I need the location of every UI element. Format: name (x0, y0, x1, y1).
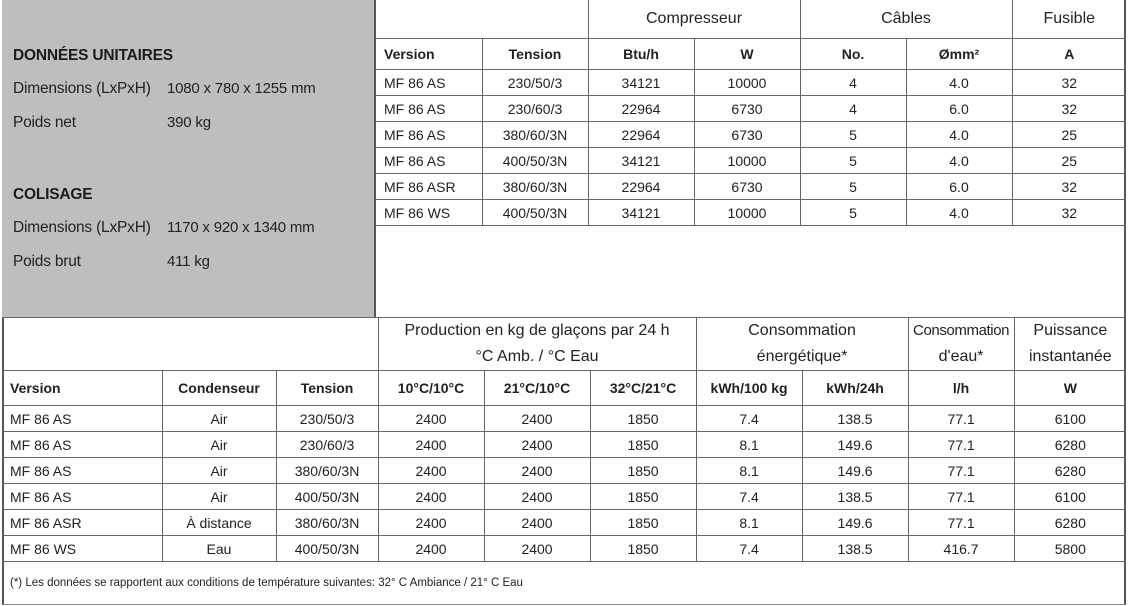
electrical-table (376, 0, 1126, 226)
cell-watts: 10000 (694, 200, 800, 226)
cell-tension: 380/60/3N (276, 458, 378, 484)
cell-water-lh: 77.1 (908, 432, 1014, 458)
cell-fuse: 32 (1012, 96, 1126, 122)
col-header-water-lh: l/h (908, 371, 1014, 406)
cell-prod-32-21: 1850 (590, 484, 696, 510)
energy-group-header (696, 318, 908, 371)
water-header-line1: Consommation (913, 322, 1010, 339)
packaging-dimensions-value: 1170 x 920 x 1340 mm (167, 219, 315, 236)
energy-header-line1: Consommation (748, 322, 856, 339)
water-header-line2: d'eau* (938, 348, 984, 365)
fuse-group-header: Fusible (1012, 0, 1126, 39)
footnote: (*) Les données se rapportent aux conditions de température suivantes: 32° C Ambiance / 21° C Eau (2, 562, 1126, 605)
cell-kwh-24h: 149.6 (802, 432, 908, 458)
unit-data-title: DONNÉES UNITAIRES (13, 47, 173, 64)
table-row (376, 148, 1126, 174)
col-header-prod-21-10: 21°C/10°C (484, 371, 590, 406)
cell-prod-10-10: 2400 (378, 458, 484, 484)
cell-water-lh: 77.1 (908, 510, 1014, 536)
cell-cable-count: 5 (800, 174, 906, 200)
water-group-header (908, 318, 1014, 371)
cell-power-w: 6280 (1014, 458, 1126, 484)
production-group-header (378, 318, 696, 371)
cell-tension: 400/50/3N (276, 536, 378, 562)
energy-header-line2: énergétique* (756, 348, 848, 365)
cell-prod-21-10: 2400 (484, 458, 590, 484)
cell-watts: 6730 (694, 122, 800, 148)
cell-condenser: Air (162, 432, 276, 458)
cell-tension: 230/50/3 (482, 70, 588, 96)
col-header-tension: Tension (482, 39, 588, 70)
cell-prod-10-10: 2400 (378, 406, 484, 432)
unit-weight-row (13, 114, 211, 132)
cell-power-w: 6100 (1014, 406, 1126, 432)
cell-power-w: 6280 (1014, 510, 1126, 536)
production-header-line1: Production en kg de glaçons par 24 h (404, 322, 670, 339)
empty-header-cell (376, 0, 588, 39)
cell-cable-section: 4.0 (906, 70, 1012, 96)
cell-kwh-24h: 138.5 (802, 536, 908, 562)
cell-tension: 380/60/3N (482, 122, 588, 148)
col-header-cable-section: Ømm² (906, 39, 1012, 70)
cell-cable-section: 4.0 (906, 148, 1012, 174)
cell-version: MF 86 AS (376, 70, 482, 96)
cell-prod-10-10: 2400 (378, 484, 484, 510)
table-row (376, 122, 1126, 148)
cell-version: MF 86 ASR (376, 174, 482, 200)
cell-btu: 34121 (588, 148, 694, 174)
cell-prod-32-21: 1850 (590, 406, 696, 432)
cell-condenser: Air (162, 458, 276, 484)
cell-prod-32-21: 1850 (590, 432, 696, 458)
cell-watts: 6730 (694, 96, 800, 122)
cell-version: MF 86 AS (376, 96, 482, 122)
table-row (2, 432, 1126, 458)
footnote-row (2, 562, 1126, 605)
cell-prod-21-10: 2400 (484, 536, 590, 562)
cell-tension: 380/60/3N (276, 510, 378, 536)
performance-column-header-row (2, 371, 1126, 406)
cell-prod-32-21: 1850 (590, 510, 696, 536)
cell-kwh-100kg: 7.4 (696, 536, 802, 562)
table-row (2, 458, 1126, 484)
unit-dimensions-value: 1080 x 780 x 1255 mm (167, 80, 316, 97)
cell-prod-10-10: 2400 (378, 510, 484, 536)
cell-tension: 380/60/3N (482, 174, 588, 200)
col-header-kwh-24h: kWh/24h (802, 371, 908, 406)
compressor-group-header: Compresseur (588, 0, 800, 39)
cell-tension: 400/50/3N (276, 484, 378, 510)
cell-kwh-100kg: 8.1 (696, 458, 802, 484)
table-row (2, 510, 1126, 536)
cell-water-lh: 416.7 (908, 536, 1014, 562)
col-header-btu: Btu/h (588, 39, 694, 70)
table-row (2, 484, 1126, 510)
cell-version: MF 86 AS (2, 432, 162, 458)
col-header-watts: W (694, 39, 800, 70)
cell-kwh-24h: 149.6 (802, 510, 908, 536)
cell-fuse: 32 (1012, 174, 1126, 200)
col-header-kwh-100kg: kWh/100 kg (696, 371, 802, 406)
cell-kwh-100kg: 7.4 (696, 484, 802, 510)
cell-fuse: 32 (1012, 200, 1126, 226)
cell-watts: 6730 (694, 174, 800, 200)
gross-weight-value: 411 kg (167, 253, 210, 270)
cell-power-w: 6100 (1014, 484, 1126, 510)
cell-prod-32-21: 1850 (590, 536, 696, 562)
col-header-prod-10-10: 10°C/10°C (378, 371, 484, 406)
cell-cable-section: 6.0 (906, 96, 1012, 122)
cell-power-w: 6280 (1014, 432, 1126, 458)
cell-fuse: 25 (1012, 148, 1126, 174)
electrical-group-header-row (376, 0, 1126, 39)
cell-kwh-24h: 149.6 (802, 458, 908, 484)
cell-prod-21-10: 2400 (484, 432, 590, 458)
cell-btu: 34121 (588, 70, 694, 96)
empty-header-cell (2, 318, 378, 371)
cell-fuse: 25 (1012, 122, 1126, 148)
packaging-weight-row (13, 253, 210, 271)
cell-cable-count: 5 (800, 200, 906, 226)
col-header-fuse-amps: A (1012, 39, 1126, 70)
col-header-tension: Tension (276, 371, 378, 406)
cell-version: MF 86 AS (2, 484, 162, 510)
cell-water-lh: 77.1 (908, 458, 1014, 484)
cell-prod-10-10: 2400 (378, 432, 484, 458)
col-header-version: Version (376, 39, 482, 70)
cell-btu: 34121 (588, 200, 694, 226)
production-header-line2: °C Amb. / °C Eau (475, 348, 599, 365)
cell-cable-count: 5 (800, 148, 906, 174)
table-row (2, 406, 1126, 432)
cell-kwh-100kg: 8.1 (696, 510, 802, 536)
table-row (376, 70, 1126, 96)
cables-group-header: Câbles (800, 0, 1012, 39)
cell-cable-count: 4 (800, 96, 906, 122)
cell-version: MF 86 AS (376, 148, 482, 174)
cell-power-w: 5800 (1014, 536, 1126, 562)
cell-btu: 22964 (588, 122, 694, 148)
cell-version: MF 86 ASR (2, 510, 162, 536)
performance-table (2, 317, 1126, 604)
cell-version: MF 86 AS (376, 122, 482, 148)
power-group-header (1014, 318, 1126, 371)
table-row (376, 200, 1126, 226)
cell-cable-count: 5 (800, 122, 906, 148)
cell-cable-section: 4.0 (906, 200, 1012, 226)
cell-fuse: 32 (1012, 70, 1126, 96)
col-header-cable-count: No. (800, 39, 906, 70)
cell-tension: 230/60/3 (482, 96, 588, 122)
electrical-column-header-row (376, 39, 1126, 70)
packaging-title: COLISAGE (13, 186, 93, 203)
cell-tension: 230/50/3 (276, 406, 378, 432)
cell-cable-section: 4.0 (906, 122, 1012, 148)
net-weight-label: Poids net (13, 114, 76, 131)
power-header-line2: instantanée (1028, 348, 1112, 365)
cell-kwh-100kg: 7.4 (696, 406, 802, 432)
performance-group-header-row (2, 318, 1126, 371)
power-header-line1: Puissance (1033, 322, 1108, 339)
cell-condenser: À distance (162, 510, 276, 536)
cell-cable-section: 6.0 (906, 174, 1012, 200)
cell-prod-21-10: 2400 (484, 484, 590, 510)
cell-cable-count: 4 (800, 70, 906, 96)
cell-condenser: Eau (162, 536, 276, 562)
unit-dimensions-label: Dimensions (LxPxH) (13, 80, 151, 97)
table-row (376, 96, 1126, 122)
cell-condenser: Air (162, 406, 276, 432)
cell-version: MF 86 AS (2, 458, 162, 484)
cell-tension: 400/50/3N (482, 148, 588, 174)
cell-version: MF 86 AS (2, 406, 162, 432)
col-header-condenser: Condenseur (162, 371, 276, 406)
cell-prod-21-10: 2400 (484, 406, 590, 432)
cell-btu: 22964 (588, 174, 694, 200)
packaging-dimensions-row (13, 219, 314, 237)
table-row (2, 536, 1126, 562)
cell-prod-32-21: 1850 (590, 458, 696, 484)
cell-kwh-100kg: 8.1 (696, 432, 802, 458)
cell-watts: 10000 (694, 70, 800, 96)
unit-dimensions-row (13, 80, 316, 98)
packaging-dimensions-label: Dimensions (LxPxH) (13, 219, 151, 236)
cell-watts: 10000 (694, 148, 800, 174)
net-weight-value: 390 kg (167, 114, 211, 131)
spec-panel (2, 0, 376, 317)
cell-water-lh: 77.1 (908, 484, 1014, 510)
col-header-version: Version (2, 371, 162, 406)
cell-kwh-24h: 138.5 (802, 484, 908, 510)
cell-prod-10-10: 2400 (378, 536, 484, 562)
cell-version: MF 86 WS (376, 200, 482, 226)
cell-prod-21-10: 2400 (484, 510, 590, 536)
cell-tension: 230/60/3 (276, 432, 378, 458)
cell-version: MF 86 WS (2, 536, 162, 562)
table-row (376, 174, 1126, 200)
cell-tension: 400/50/3N (482, 200, 588, 226)
col-header-power-w: W (1014, 371, 1126, 406)
col-header-prod-32-21: 32°C/21°C (590, 371, 696, 406)
cell-condenser: Air (162, 484, 276, 510)
gross-weight-label: Poids brut (13, 253, 81, 270)
cell-water-lh: 77.1 (908, 406, 1014, 432)
cell-btu: 22964 (588, 96, 694, 122)
cell-kwh-24h: 138.5 (802, 406, 908, 432)
